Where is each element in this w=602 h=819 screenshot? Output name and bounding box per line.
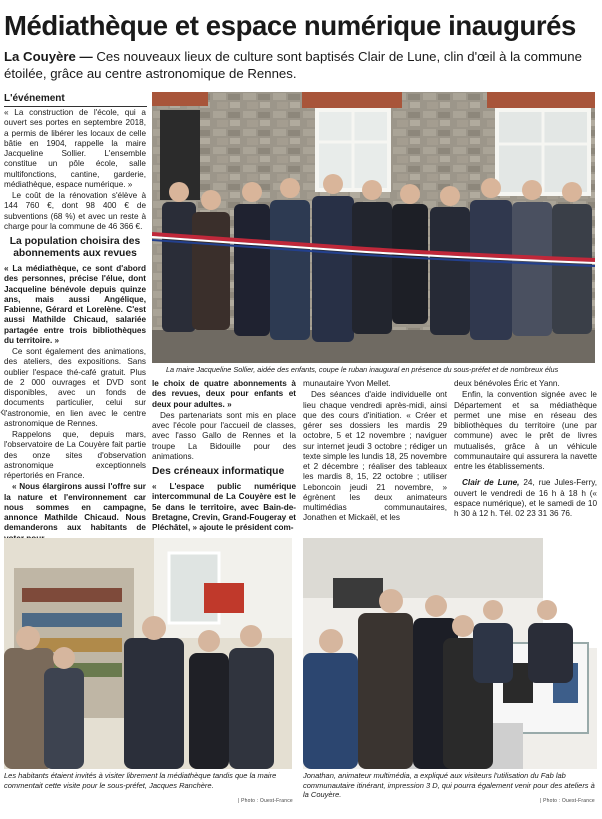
page-previous-icon[interactable]: ‹ bbox=[0, 403, 5, 419]
lead-text: Ces nouveaux lieux de culture sont baptisés Clair de Lune, clin d'œil à la commune étoilée, grâce au centre astronomique de Rennes. bbox=[4, 49, 582, 81]
paragraph: « La médiathèque, ce sont d'abord des personnes, précise l'élue, dont Jacqueline bénévole depuis quinze ans, mais aussi Angélique, Fabienne, Gérard et Lorelène. C'est aussi Mathilde Chicaud, salariée partagée entre trois bibliothèques du territoire. » bbox=[4, 264, 146, 345]
venue-name: Clair de Lune, bbox=[462, 478, 520, 488]
article-column-3 bbox=[303, 379, 447, 525]
photo-library-visit bbox=[4, 538, 292, 769]
article-lead bbox=[4, 48, 596, 82]
paragraph: le choix de quatre abonnements à des revues, deux pour enfants et deux pour adultes. » bbox=[152, 379, 296, 409]
headline: Médiathèque et espace numérique inaugurés bbox=[4, 10, 576, 41]
photo-caption-bottom-left: Les habitants étaient invités à visiter librement la médiathèque tandis que la maire commentait cette visite pour le sous-préfet, Jacques Ranchère. bbox=[4, 771, 277, 790]
article-column-2 bbox=[152, 379, 296, 534]
paragraph: Rappelons que, depuis mars, l'observatoire de La Couyère fait partie des onze sites d'observation astronomique exceptionnels répertoriés en France. bbox=[4, 430, 146, 480]
paragraph: Le coût de la rénovation s'élève à 144 760 €, dont 98 400 € de subventions (68 %) et avec un reste à charge pour la commune de 46 366 €. bbox=[4, 191, 146, 231]
photo-ribbon-cutting bbox=[152, 92, 595, 363]
section-label: L'événement bbox=[4, 92, 147, 107]
fablab-demo-image bbox=[303, 538, 597, 769]
photo-caption-top: La maire Jacqueline Sollier, aidée des enfants, coupe le ruban inaugural en présence du sous-préfet et de nombreux élus bbox=[166, 365, 559, 374]
photo-credit-left: | Photo : Ouest-France bbox=[238, 798, 293, 804]
subheading: Des créneaux informatique bbox=[152, 466, 285, 477]
photo-caption-bottom-right: Jonathan, animateur multimédia, a expliqué aux visiteurs l'utilisation du Fab lab communautaire itinérant, impression 3 D, qui pourra également venir pour des ateliers à la Couyère. bbox=[303, 771, 595, 799]
paragraph: Ce sont également des animations, des ateliers, des expositions. Sans oublier l'espace thé-café gratuit. Plus de 2 000 ouvrages et DVD sont disponibles, avec un fonds de documents particulier, celui sur l'astronomie, en lien avec le centre astronomique de Rennes. bbox=[4, 347, 146, 428]
photo-credit-right: | Photo : Ouest-France bbox=[540, 798, 595, 804]
paragraph: « Nous élargirons aussi l'offre sur la nature et l'environnement car nous sommes en campagne, annonce Mathilde Chicaud. Nous demanderons aux habitants de bbox=[4, 482, 146, 533]
venue-details: 24, rue Jules-Ferry, ouvert le vendredi de 16 h à 18 h (« espace numérique), et le samedi de 10 h 30 à 12 h. Tél. 02 23 31 36 76. bbox=[454, 478, 597, 518]
paragraph: Des partenariats sont mis en place avec l'école pour l'accueil de classes, avec l'asso Gallo de Rennes et la troupe La Bidouille pour des animations. bbox=[152, 410, 296, 461]
photo-fablab-demo bbox=[303, 538, 597, 769]
article-column-1 bbox=[4, 108, 146, 545]
paragraph: munautaire Yvon Mellet. bbox=[303, 379, 391, 388]
paragraph: deux bénévoles Éric et Yann. bbox=[454, 379, 560, 388]
paragraph: Enfin, la convention signée avec le Département et sa médiathèque permet une mise en réseau des bibliothèques du territoire (une par commune) avec le prêt de livres mutualisés, grâce à un véhicule communautaire qui assurera la navette entre les établissements. bbox=[454, 390, 597, 471]
paragraph: Des séances d'aide individuelle ont lieu chaque vendredi après-midi, ainsi que des cours d'initiation. « Créer et gérer ses dossiers les mardis 29 octobre, 5 et 12 novembre ; naviguer sur internet jeudi 3 octobre ; rédiger un texte simple les lundis 18, 25 novembre et 2 décembre ; réaliser des tableaux les mardis 8, 15, 22 octobre ; utiliser Leboncoin jeudi 21 novembre, » égrènent les deux animateurs multimédias communautaires, Jonathen et Mickaël, et les bbox=[303, 390, 447, 523]
paragraph: « La construction de l'école, qui a ouvert ses portes en septembre 2018, a permis de libérer les locaux de celle bâtie en 1904, rappelle la maire Jacqueline Sollier. L'ensemble constitue un pôle école, salle multifonctions, cantine, garderie, médiathèque, espace numérique. » bbox=[4, 108, 146, 189]
library-visit-image bbox=[4, 538, 292, 769]
subheading: La population choisira des abonnements aux revues bbox=[9, 236, 141, 259]
article-column-4 bbox=[454, 379, 597, 520]
paragraph: « L'espace public numérique intercommunal de La Couyère est le 5e dans le territoire, avec Bain-de-Bretagne, Crevin, Grand-Fougeray et Pléchâtel, » ajoute le président com- bbox=[152, 482, 296, 532]
ribbon-cutting-image bbox=[152, 92, 595, 363]
paragraph bbox=[454, 478, 597, 519]
lead-place: La Couyère — bbox=[4, 49, 93, 64]
